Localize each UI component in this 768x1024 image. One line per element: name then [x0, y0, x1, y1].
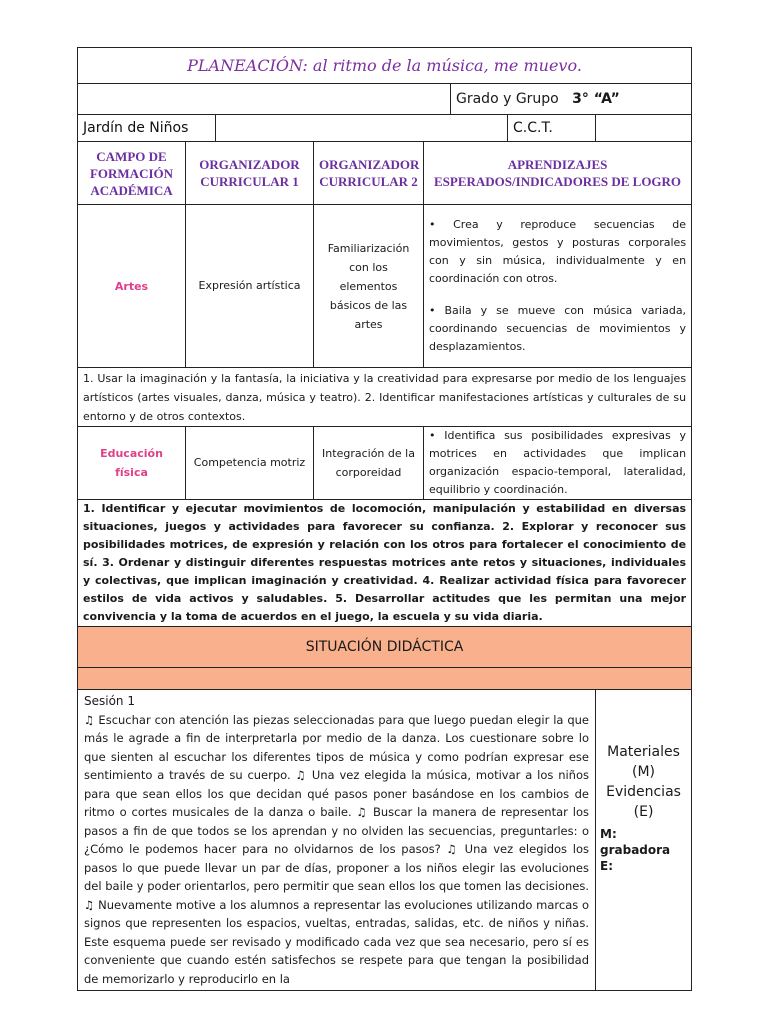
sesion-title: Sesión 1 [84, 694, 135, 708]
header-org2: ORGANIZADOR CURRICULAR 2 [314, 142, 424, 205]
edfisica-aprendizajes: • Identifica sus posibilidades expresivas y motrices en actividades que implican organización espacio-temporal, lateralidad, equilibrio y coordinación. [424, 427, 692, 500]
edfisica-org2: Integración de la corporeidad [314, 427, 424, 500]
header-campo: CAMPO DE FORMACIÓN ACADÉMICA [78, 142, 186, 205]
artes-propositos: 1. Usar la imaginación y la fantasía, la iniciativa y la creatividad para expresarse por medio de los lenguajes artísticos (artes visuales, danza, música y teatro). 2. Identificar manifestaciones artísticas y culturales de su entorno y de otros contextos. [78, 368, 692, 427]
grado-label: Grado y Grupo [456, 91, 559, 107]
situacion-title: SITUACIÓN DIDÁCTICA [78, 627, 692, 668]
artes-bullet-2: • Baila y se mueve con música variada, coordinando secuencias de movimientos y desplazamientos. [429, 304, 687, 353]
cct-label: C.C.T. [508, 115, 596, 142]
artes-org1: Expresión artística [186, 205, 314, 368]
materiales-heading-2: (M) [632, 764, 656, 780]
jardin-value [216, 115, 508, 142]
materiales-heading-3: Evidencias [606, 784, 681, 800]
materiales-heading-4: (E) [633, 804, 654, 820]
artes-aprendizajes [424, 205, 692, 368]
materiales-cell [596, 690, 692, 991]
materiales-m: M: grabadora [600, 827, 671, 857]
edfisica-propositos: 1. Identificar y ejecutar movimientos de locomoción, manipulación y estabilidad en diversas situaciones, juegos y actividades para favorecer su confianza. 2. Explorar y reconocer sus posibilidades motrices, de expresión y relación con los otros para fortalecer el conocimiento de sí. 3. Ordenar y distinguir diferentes respuestas motrices ante retos y situaciones, individuales y colectivas, que implican imaginación y creatividad. 4. Realizar actividad física para favorecer estilos de vida activos y saludables. 5. Desarrollar actitudes que les permitan una mejor convivencia y la toma de acuerdos en el juego, la escuela y su vida diaria. [78, 500, 692, 627]
orange-strip [78, 668, 692, 690]
artes-bullet-1: • Crea y reproduce secuencias de movimientos, gestos y posturas corporales con y sin música, individualmente y en coordinación con otros. [429, 218, 687, 285]
sesion-1-cell [78, 690, 596, 991]
grado-value: 3° “A” [572, 91, 620, 107]
artes-org2: Familiarización con los elementos básicos de las artes [314, 205, 424, 368]
materiales-heading-1: Materiales [607, 744, 680, 760]
empty-cell [78, 84, 451, 115]
planeacion-document [77, 47, 691, 991]
materiales-e: E: [600, 859, 613, 873]
edfisica-campo: Educación física [78, 427, 186, 500]
artes-campo: Artes [78, 205, 186, 368]
grado-cell [451, 84, 692, 115]
jardin-label: Jardín de Niños [78, 115, 216, 142]
header-org1: ORGANIZADOR CURRICULAR 1 [186, 142, 314, 205]
cct-value [596, 115, 692, 142]
sesion-text: ♫ Escuchar con atención las piezas seleccionadas para que luego puedan elegir la que más le agrade a fin de interpretarla por medio de la danza. Los cuestionare sobre lo que sienten al escuchar los diferentes tipos de música y como podrían expresar ese sentimiento a través de su cuerpo. ♫ Una vez elegida la música, motivar a los niños para que sean ellos los que decidan qué pasos poner basándose en los cambios de ritmo o cortes musicales de la danza o baile. ♫ Buscar la manera de representar los pasos a fin de que todos se los aprendan y no olviden las secuencias, preguntarles: o ¿Cómo le podemos hacer para no olvidarnos de los pasos? ♫ Una vez elegidos los pasos lo que puede llevar un par de días, proponer a los niños elegir las evoluciones del baile y poder orientarlos, pero permitir que sean ellos los que tomen las decisiones. ♫ Nuevamente motive a los alumnos a representar las evoluciones utilizando marcas o signos que representen los espacios, vueltas, entradas, salidas, etc. de niños y niñas. Este esquema puede ser revisado y modificado cada vez que sea necesario, pero sí es conveniente que cuando estén satisfechos se respete para que tengan la posibilidad de memorizarlo y reproducirlo en la [84, 712, 589, 986]
document-title: PLANEACIÓN: al ritmo de la música, me muevo. [78, 48, 692, 84]
planeacion-table [77, 47, 692, 991]
header-aprendizajes: APRENDIZAJES ESPERADOS/INDICADORES DE LOGRO [424, 142, 692, 205]
edfisica-org1: Competencia motriz [186, 427, 314, 500]
